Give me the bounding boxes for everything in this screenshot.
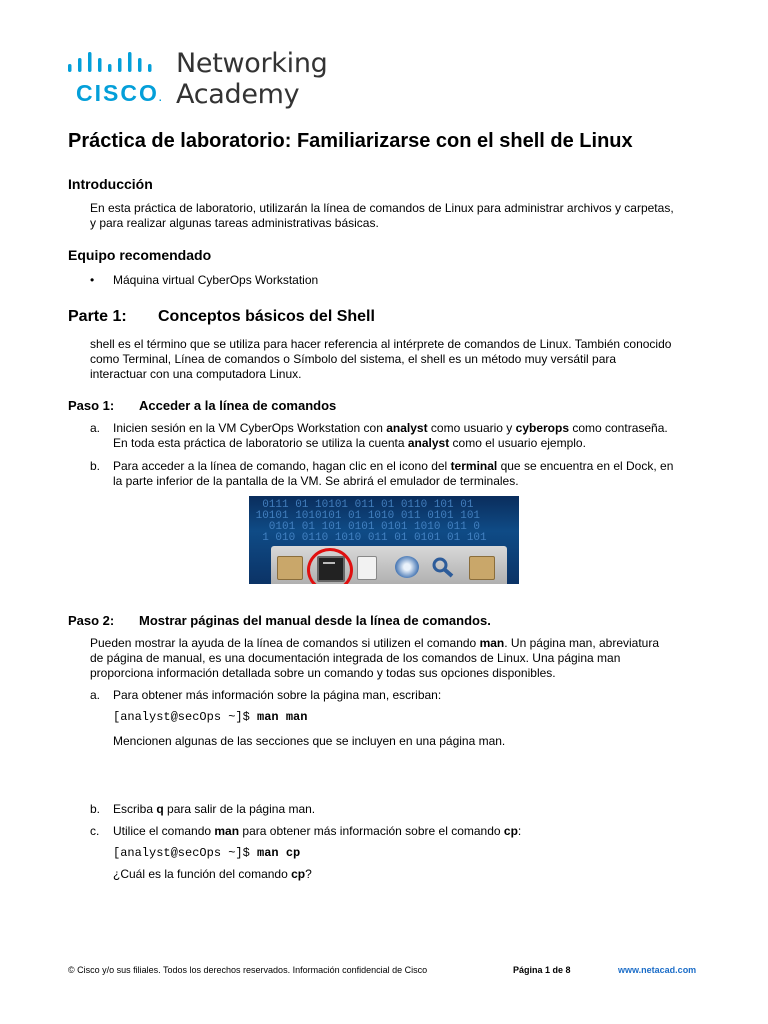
step1-b-line1: Para acceder a la línea de comando, hagan clic en el icono del terminal que se encuentra en el Dock, en: [113, 459, 674, 473]
step2-text-line2: de página de manual, es una documentación integrada de los comandos de Linux. Una página man: [90, 651, 621, 665]
cisco-wordmark: CISCO.: [76, 80, 164, 106]
code-man-cp: [analyst@secOps ~]$ man cp: [113, 846, 301, 860]
intro-heading: Introducción: [68, 176, 153, 192]
folder-icon[interactable]: [469, 556, 495, 580]
text-editor-icon[interactable]: [357, 556, 377, 580]
step2-text-line1: Pueden mostrar la ayuda de la línea de comandos si utilizen el comando man. Un página man, abreviatura: [90, 636, 660, 650]
part1-text-line2: como Terminal, Línea de comandos o Símbolo del sistema, el shell es un método muy versátil para: [90, 352, 617, 366]
web-browser-icon[interactable]: [395, 556, 419, 578]
step1-b-line2: la parte inferior de la pantalla de la VM. Se abrirá el emulador de terminales.: [113, 474, 519, 488]
bullet-icon: •: [90, 273, 95, 287]
intro-text-line2: y para realizar algunas tareas administrativas básicas.: [90, 216, 379, 230]
footer-copyright: © Cisco y/o sus filiales. Todos los derechos reservados. Información confidencial de Cisco: [68, 965, 428, 975]
step2-c-question: ¿Cuál es la función del comando cp?: [113, 867, 312, 881]
folder-home-icon[interactable]: [277, 556, 303, 580]
part1-title: Conceptos básicos del Shell: [158, 308, 375, 325]
footer-page-number: Página 1 de 8: [513, 965, 571, 975]
step2-c-text: Utilice el comando man para obtener más información sobre el comando cp:: [113, 824, 522, 838]
logo-networking: Networking: [176, 48, 328, 79]
search-icon[interactable]: [431, 556, 455, 578]
step2-c-marker: c.: [90, 824, 100, 838]
step2-text-line3: proporciona información detallada sobre un comando y todas sus opciones disponibles.: [90, 666, 556, 680]
highlight-circle: [307, 548, 353, 584]
step2-a-marker: a.: [90, 688, 101, 702]
step2-number: Paso 2:: [68, 613, 115, 628]
equipment-heading: Equipo recomendado: [68, 247, 212, 263]
part1-number: Parte 1:: [68, 308, 127, 325]
step2-heading: [68, 613, 491, 628]
code-man-man: [analyst@secOps ~]$ man man: [113, 710, 308, 724]
step2-a-text: Para obtener más información sobre la página man, escriban:: [113, 688, 442, 702]
step2-b-marker: b.: [90, 802, 101, 816]
step2-b-text: Escriba q para salir de la página man.: [113, 802, 316, 816]
step2-title: Mostrar páginas del manual desde la línea de comandos.: [139, 613, 491, 628]
step1-title: Acceder a la línea de comandos: [139, 398, 337, 413]
part1-text-line1: shell es el término que se utiliza para hacer referencia al intérprete de comandos de Linux. También conocido: [90, 337, 672, 351]
step1-number: Paso 1:: [68, 398, 115, 413]
step1-a-marker: a.: [90, 421, 101, 435]
step1-a-line1: Inicien sesión en la VM CyberOps Workstation con analyst como usuario y cyberops como contraseña.: [113, 421, 668, 435]
logo-academy: Academy: [176, 79, 300, 110]
step2-a-question: Mencionen algunas de las secciones que se incluyen en una página man.: [113, 734, 506, 748]
binary-background: 0111 01 10101 011 01 0110 101 01 10101 1010101 01 1010 011 0101 101 0101 01 101 0101 0101 1010 011 0 1 010 0110 1010 011 01 0101 01 101: [255, 499, 487, 544]
part1-text-line3: interactuar con una computadora Linux.: [90, 367, 302, 381]
step1-heading: [68, 398, 336, 413]
page-title: Práctica de laboratorio: Familiarizarse con el shell de Linux: [68, 130, 633, 152]
footer-url-link[interactable]: www.netacad.com: [618, 965, 697, 975]
step1-b-marker: b.: [90, 459, 101, 473]
cisco-bars-icon: [68, 52, 162, 76]
part1-heading: [68, 308, 375, 326]
step1-a-line2: En toda esta práctica de laboratorio se utiliza la cuenta analyst como el usuario ejemplo.: [113, 436, 586, 450]
intro-text-line1: En esta práctica de laboratorio, utilizarán la línea de comandos de Linux para administrar archivos y carpetas,: [90, 201, 674, 215]
equipment-item: Máquina virtual CyberOps Workstation: [113, 273, 319, 287]
dock-screenshot: [249, 496, 519, 584]
